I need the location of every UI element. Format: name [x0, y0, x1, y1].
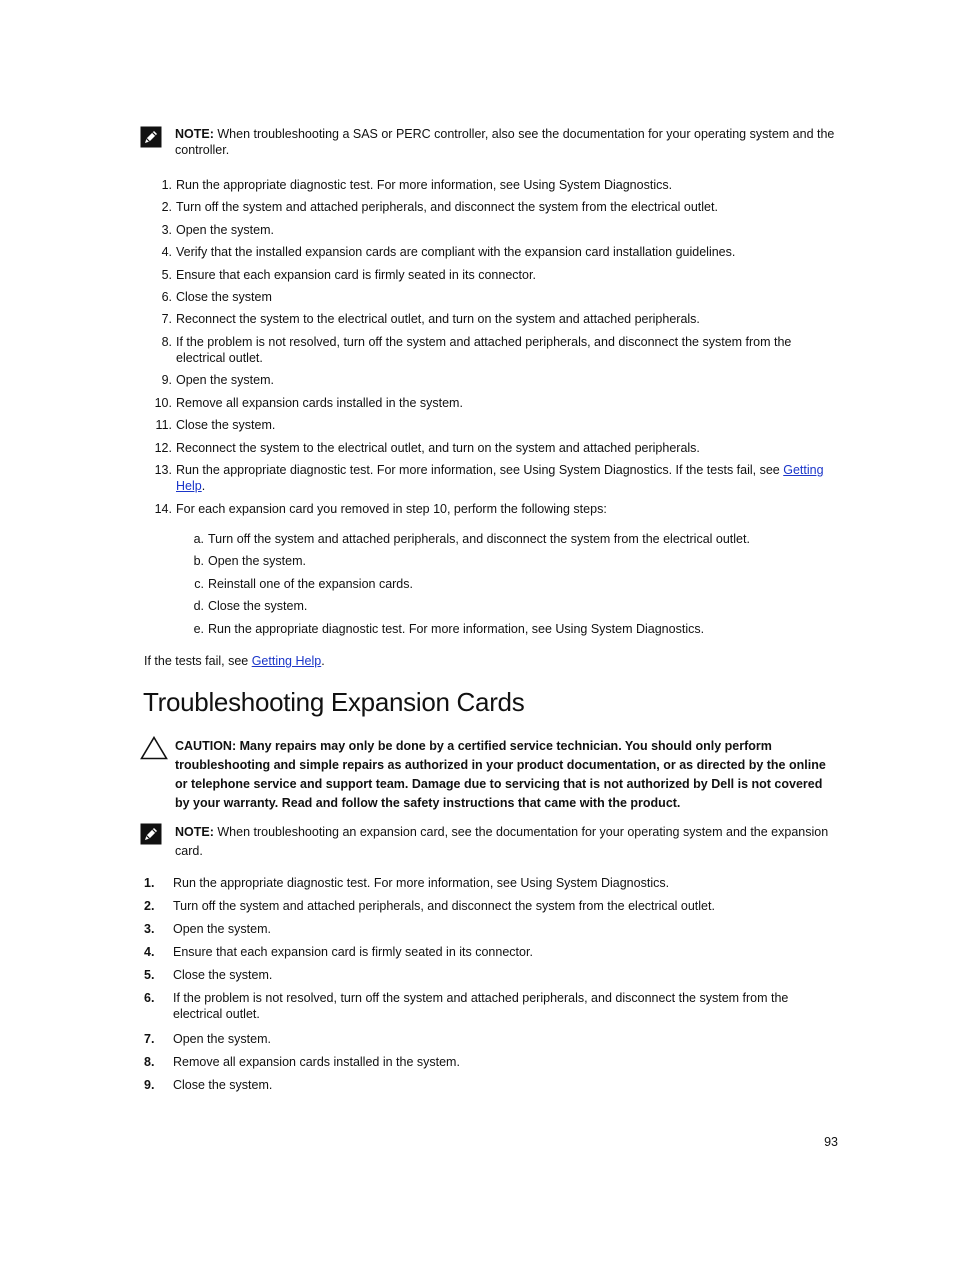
step-number: 9. [161, 373, 172, 387]
step-text: Run the appropriate diagnostic test. For more information, see Using System Diagnostics. [176, 178, 673, 192]
note-text: When troubleshooting an expansion card, see the documentation for your operating system and the expansion card. [175, 825, 829, 858]
step-number: 4. [144, 945, 155, 959]
substep-text: Run the appropriate diagnostic test. For more information, see Using System Diagnostics. [208, 622, 705, 636]
step-text-end: . [201, 479, 206, 493]
step-text: Close the system. [173, 1078, 273, 1092]
substep-text: Reinstall one of the expansion cards. [208, 577, 413, 591]
getting-help-link[interactable]: Getting Help [251, 654, 322, 668]
substep-text: Turn off the system and attached peripherals, and disconnect the system from the electrical outlet. [208, 532, 750, 546]
step-text: Ensure that each expansion card is firmly seated in its connector. [176, 268, 536, 282]
step-text: Remove all expansion cards installed in the system. [173, 1055, 460, 1069]
step-number: 7. [161, 312, 172, 326]
step-number: 5. [161, 268, 172, 282]
step-text: Open the system. [176, 223, 274, 237]
step-number: 3. [144, 922, 155, 936]
step-text: Reconnect the system to the electrical outlet, and turn on the system and attached peripherals. [176, 441, 700, 455]
step-number: 4. [161, 245, 172, 259]
step-text: If the problem is not resolved, turn off the system and attached peripherals, and disconnect the system from the electrical outlet. [173, 991, 789, 1021]
note-label: NOTE: [175, 127, 214, 141]
note-label: NOTE: [175, 825, 214, 839]
step-number: 3. [161, 223, 172, 237]
note-text: When troubleshooting a SAS or PERC controller, also see the documentation for your operating system and the controller. [175, 127, 835, 157]
step-text: Open the system. [173, 1032, 271, 1046]
step-text: Remove all expansion cards installed in the system. [176, 396, 463, 410]
substep-number: c. [194, 577, 204, 591]
step-number: 1. [144, 876, 155, 890]
getting-help-link[interactable]: Getting Help [176, 463, 824, 493]
step-number: 14. [154, 502, 172, 516]
step-text: Run the appropriate diagnostic test. For more information, see Using System Diagnostics. If the tests fail, see [176, 463, 784, 477]
section-title: Troubleshooting Expansion Cards [143, 687, 525, 717]
step-number: 2. [144, 899, 155, 913]
substep-number: a. [193, 532, 204, 546]
step-text: Close the system [176, 290, 272, 304]
step-number: 10. [154, 396, 172, 410]
step-number: 9. [144, 1078, 155, 1092]
caution-text: CAUTION: Many repairs may only be done by a certified service technician. You should only perform troubleshooting and simple repairs as authorized in your product documentation, or as directed by the online or telephone service and support team. Damage due to servicing that is not authorized by Dell is not covered by your warranty. Read and follow the safety instructions that came with the product. [175, 739, 826, 810]
step-number: 13. [154, 463, 172, 477]
step-number: 12. [154, 441, 172, 455]
step-text: Turn off the system and attached peripherals, and disconnect the system from the electrical outlet. [173, 899, 715, 913]
step-number: 2. [161, 200, 172, 214]
substep-number: d. [193, 599, 204, 613]
substep-text: Open the system. [208, 554, 306, 568]
step-text: Ensure that each expansion card is firmly seated in its connector. [173, 945, 533, 959]
step-text: Reconnect the system to the electrical outlet, and turn on the system and attached peripherals. [176, 312, 700, 326]
step-text: Close the system. [173, 968, 273, 982]
step-text: Run the appropriate diagnostic test. For more information, see Using System Diagnostics. [173, 876, 670, 890]
tests-fail-text: If the tests fail, see [144, 654, 252, 668]
step-text: Close the system. [176, 418, 276, 432]
page-number: 93 [824, 1135, 838, 1149]
step-number: 11. [155, 418, 172, 432]
step-text: Open the system. [173, 922, 271, 936]
step-text: Turn off the system and attached peripherals, and disconnect the system from the electrical outlet. [176, 200, 718, 214]
step-number: 1. [161, 178, 172, 192]
step-number: 5. [144, 968, 155, 982]
substep-number: e. [193, 622, 204, 636]
tests-fail-period: . [321, 654, 325, 668]
step-text: Verify that the installed expansion cards are compliant with the expansion card installation guidelines. [176, 245, 736, 259]
step-number: 6. [161, 290, 172, 304]
step-number: 8. [144, 1055, 155, 1069]
step-number: 6. [144, 991, 155, 1005]
step-number: 8. [161, 335, 172, 349]
substep-text: Close the system. [208, 599, 308, 613]
step-text: For each expansion card you removed in step 10, perform the following steps: [176, 502, 607, 516]
substep-number: b. [193, 554, 204, 568]
pencil-note-icon [140, 126, 162, 148]
step-number: 7. [144, 1032, 155, 1046]
step-text: If the problem is not resolved, turn off the system and attached peripherals, and disconnect the system from the electrical outlet. [176, 335, 792, 365]
step-text: Open the system. [176, 373, 274, 387]
pencil-note-icon [140, 823, 162, 845]
caution-triangle-icon [140, 736, 168, 760]
tests-fail-line [144, 653, 844, 669]
